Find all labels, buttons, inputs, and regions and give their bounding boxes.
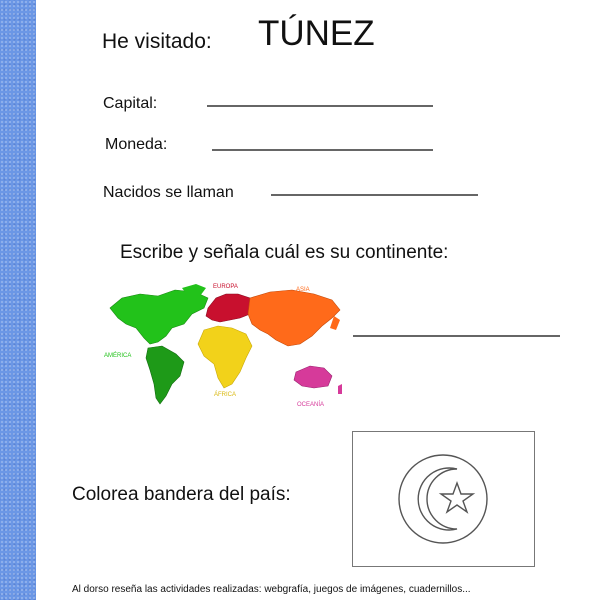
- nacidos-answer-line[interactable]: [271, 194, 478, 196]
- nacidos-label: Nacidos se llaman: [103, 184, 234, 201]
- capital-answer-line[interactable]: [207, 105, 433, 107]
- world-map[interactable]: [100, 280, 350, 415]
- flag-outline[interactable]: [352, 431, 535, 567]
- page-title: TÚNEZ: [258, 14, 375, 53]
- sidebar-decoration: [0, 0, 36, 600]
- map-label-africa: ÁFRICA: [214, 392, 237, 398]
- africa-shape: [198, 326, 252, 388]
- moneda-label: Moneda:: [105, 136, 168, 153]
- map-label-oceania: OCEANÍA: [297, 402, 325, 408]
- title-prefix: He visitado:: [102, 30, 212, 53]
- north-america-shape: [110, 290, 208, 344]
- continent-answer-line[interactable]: [353, 335, 560, 337]
- map-label-america: AMÉRICA: [104, 353, 132, 359]
- capital-label: Capital:: [103, 95, 158, 112]
- flag-prompt: Colorea bandera del país:: [72, 484, 291, 505]
- moneda-answer-line[interactable]: [212, 149, 433, 151]
- continent-prompt: Escribe y señala cuál es su continente:: [120, 242, 449, 263]
- map-label-europa: EUROPA: [213, 284, 238, 290]
- south-america-shape: [146, 346, 184, 404]
- asia-shape: [248, 290, 340, 346]
- footer-note: Al dorso reseña las actividades realizadas: webgrafía, juegos de imágenes, cuadernillos...: [72, 584, 471, 595]
- australia-shape: [294, 366, 332, 388]
- crescent-star-icon: [353, 432, 534, 566]
- new-zealand-shape: [338, 384, 342, 394]
- map-label-asia: ASIA: [296, 287, 310, 293]
